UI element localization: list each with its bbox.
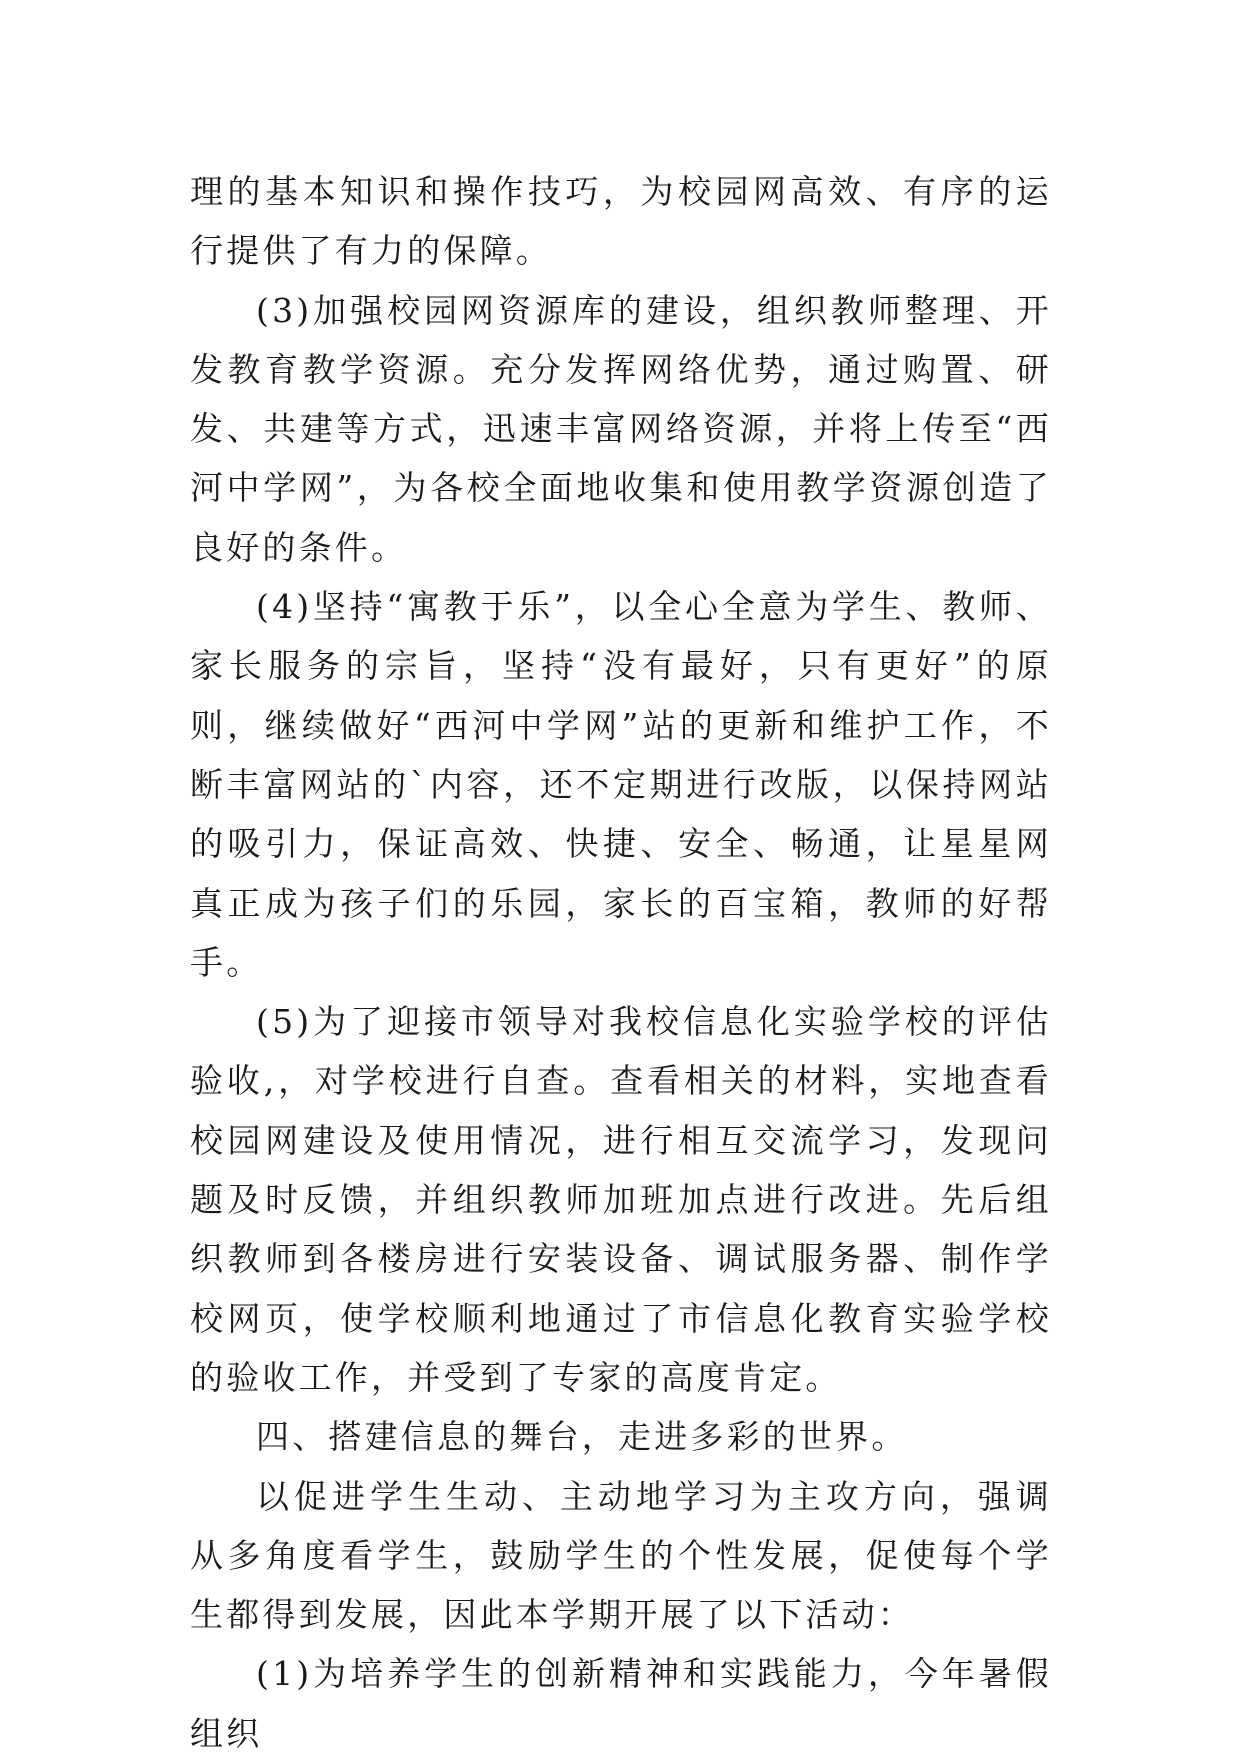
paragraph-item-3: (3)加强校园网资源库的建设，组织教师整理、开发教育教学资源。充分发挥网络优势，通过购置、研发、共建等方式，迅速丰富网络资源，并将上传至“西河中学网”，为各校全面地收集和使用教学资源创造了良好的条件。 bbox=[190, 290, 1052, 567]
paragraph-item-5: (5)为了迎接市领导对我校信息化实验学校的评估验收,，对学校进行自查。查看相关的材料，实地查看校园网建设及使用情况，进行相互交流学习，发现问题及时反馈，并组织教师加班加点进行改进。先后组织教师到各楼房进行安装设备、调试服务器、制作学校网页，使学校顺利地通过了市信息化教育实验学校的验收工作，并受到了专家的高度肯定。 bbox=[190, 1002, 1052, 1397]
paragraph-activity-1: (1)为培养学生的创新精神和实践能力，今年暑假组织 bbox=[190, 1654, 1052, 1753]
paragraph-section-intro: 以促进学生生动、主动地学习为主攻方向，强调从多角度看学生，鼓励学生的个性发展，促使每个学生都得到发展，因此本学期开展了以下活动： bbox=[190, 1476, 1052, 1635]
section-heading-4: 四、搭建信息的舞台，走进多彩的世界。 bbox=[256, 1417, 908, 1457]
document-body bbox=[190, 162, 1052, 1763]
paragraph-item-4: (4)坚持“寓教于乐”，以全心全意为学生、教师、家长服务的宗旨，坚持“没有最好，只有更好”的原则，继续做好“西河中学网”站的更新和维护工作，不断丰富网站的`内容，还不定期进行改版，以保持网站的吸引力，保证高效、快捷、安全、畅通，让星星网真正成为孩子们的乐园，家长的百宝箱，教师的好帮手。 bbox=[190, 587, 1052, 982]
paragraph-continuation: 理的基本知识和操作技巧，为校园网高效、有序的运行提供了有力的保障。 bbox=[190, 172, 1052, 271]
